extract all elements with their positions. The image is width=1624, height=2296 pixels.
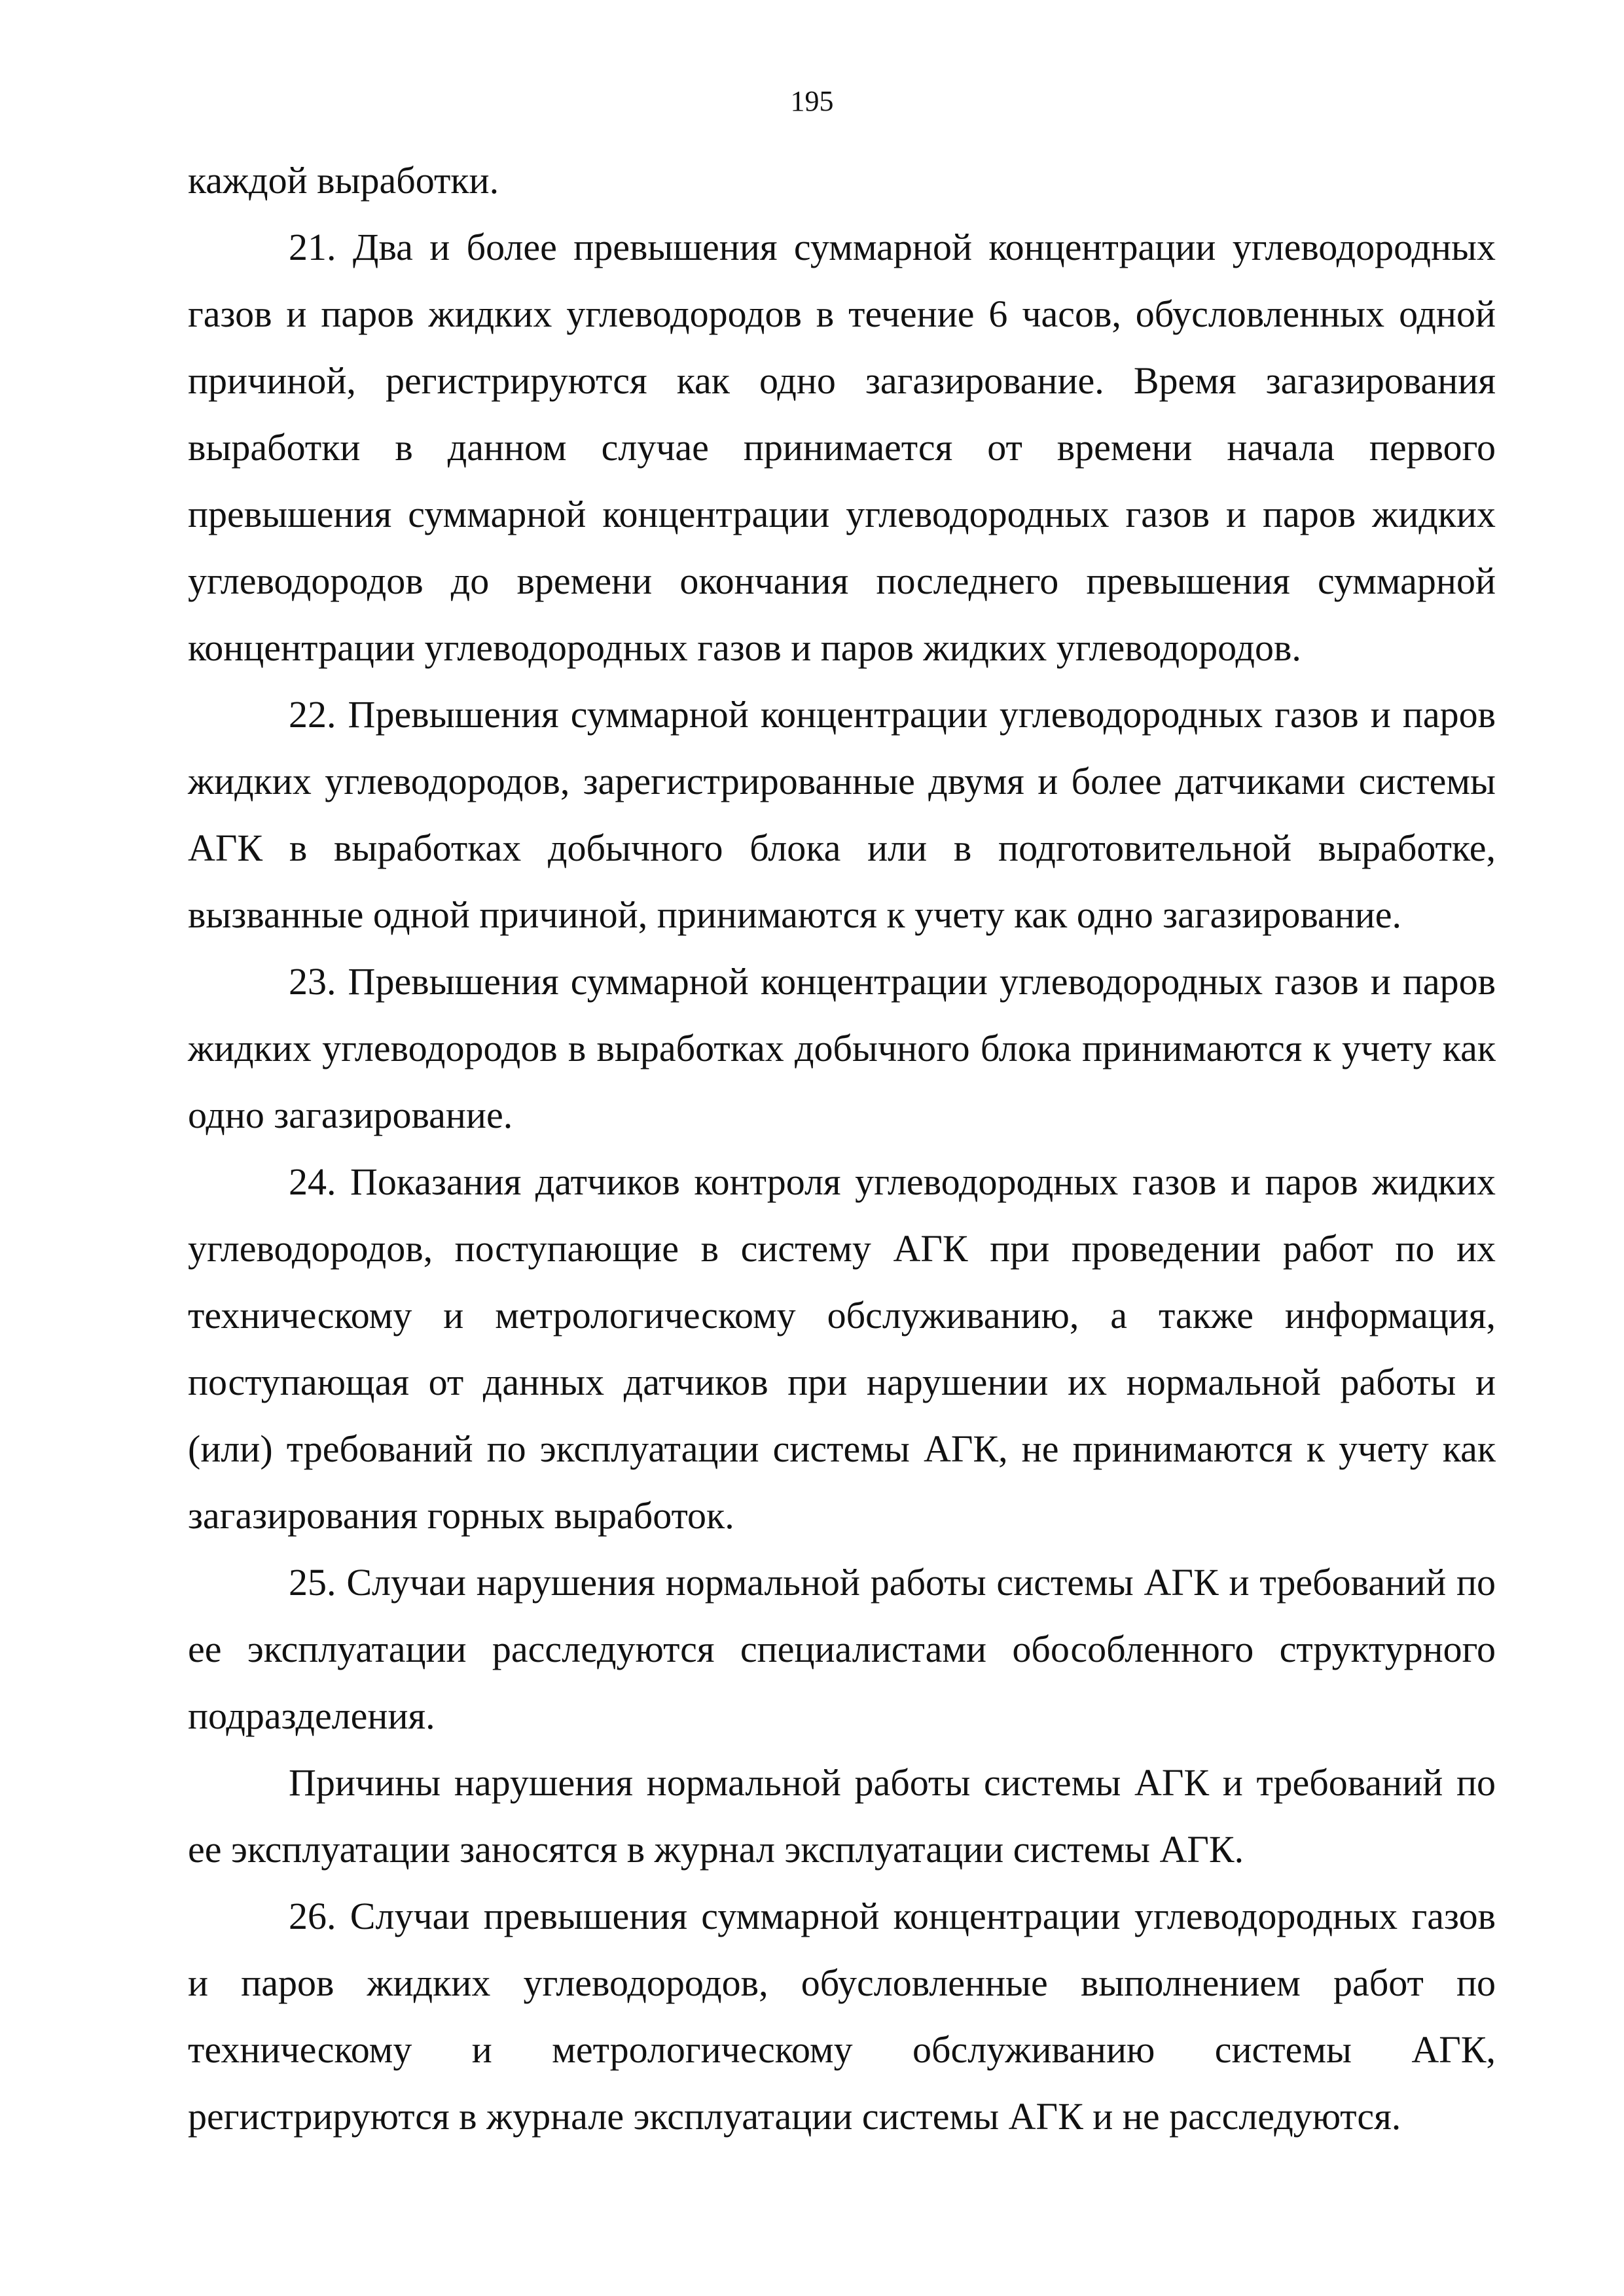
paragraph-24: 24. Показания датчиков контроля углеводородных газов и паров жидких углеводородов, поступающие в систему АГК при проведении работ по их техническому и метрологическому обслуживанию, а также информация, поступающая от данных датчиков при нарушении их нормальной работы и (или) требований по эксплуатации системы АГК, не принимаются к учету как загазирования горных выработок. xyxy=(188,1160,1496,1537)
paragraph-21: 21. Два и более превышения суммарной концентрации углеводородных газов и паров жидких углеводородов в течение 6 часов, обусловленных одной причиной, регистрируются как одно загазирование. Время загазирования выработки в данном случае принимается от времени начала первого превышения суммарной концентрации углеводородных газов и паров жидких углеводородов до времени окончания последнего превышения суммарной концентрации углеводородных газов и паров жидких углеводородов. xyxy=(188,226,1496,669)
paragraph-23: 23. Превышения суммарной концентрации углеводородных газов и паров жидких углеводородов в выработках добычного блока принимаются к учету как одно загазирование. xyxy=(188,960,1496,1136)
paragraph-25: 25. Случаи нарушения нормальной работы системы АГК и требований по ее эксплуатации расследуются специалистами обособленного структурного подразделения. xyxy=(188,1561,1496,1737)
document-body xyxy=(188,147,1496,2150)
paragraph-continuation: каждой выработки. xyxy=(188,159,499,202)
paragraph-25-continued: Причины нарушения нормальной работы системы АГК и требований по ее эксплуатации заносятся в журнал эксплуатации системы АГК. xyxy=(188,1761,1496,1871)
page-number: 195 xyxy=(790,85,834,117)
paragraph-26: 26. Случаи превышения суммарной концентрации углеводородных газов и паров жидких углеводородов, обусловленные выполнением работ по техническому и метрологическому обслуживанию системы АГК, регистрируются в журнале эксплуатации системы АГК и не расследуются. xyxy=(188,1895,1496,2138)
paragraph-22: 22. Превышения суммарной концентрации углеводородных газов и паров жидких углеводородов, зарегистрированные двумя и более датчиками системы АГК в выработках добычного блока или в подготовительной выработке, вызванные одной причиной, принимаются к учету как одно загазирование. xyxy=(188,693,1496,936)
